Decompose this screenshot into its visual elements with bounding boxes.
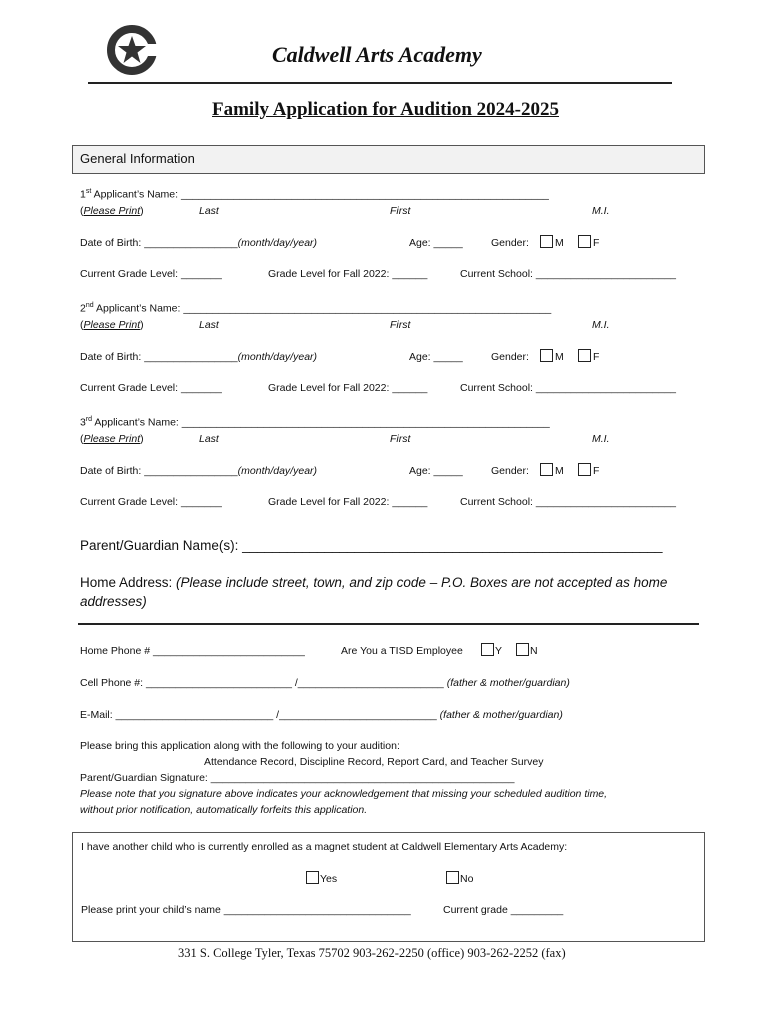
please-print-note: (Please Print) [80, 433, 144, 445]
current-grade-field[interactable]: Current Grade Level: _______ [80, 496, 222, 508]
age-field[interactable]: Age: _____ [409, 237, 463, 249]
age-field[interactable]: Age: _____ [409, 351, 463, 363]
first-label: First [390, 205, 411, 217]
current-grade-field[interactable]: Current Grade Level: _______ [80, 382, 222, 394]
guardian-signature-field[interactable]: Parent/Guardian Signature: ____________________________________________________ [80, 772, 515, 784]
gender-label: Gender: [491, 351, 529, 363]
first-label: First [390, 319, 411, 331]
first-label: First [390, 433, 411, 445]
current-school-field[interactable]: Current School: ________________________ [460, 382, 677, 394]
email-field[interactable] [80, 709, 563, 721]
home-phone-field[interactable]: Home Phone # __________________________ [80, 645, 305, 657]
gender-label: Gender: [491, 237, 529, 249]
home-address-line-2: addresses) [80, 594, 147, 609]
home-address-label: Home Address: [80, 575, 173, 590]
current-grade-field[interactable]: Current Grade Level: _______ [80, 268, 222, 280]
please-print-note: (Please Print) [80, 319, 144, 331]
applicant-name-field[interactable] [80, 416, 550, 429]
general-info-title: General Information [80, 151, 195, 166]
email-label: E-Mail: ___________________________ /___________________________ [80, 709, 437, 721]
required-records-text: Attendance Record, Discipline Record, Report Card, and Teacher Survey [204, 756, 544, 768]
ordinal-suffix: rd [85, 416, 93, 423]
dob-format: (month/day/year) [237, 237, 318, 249]
dob-format: (month/day/year) [237, 465, 318, 477]
dob-field[interactable] [80, 237, 317, 249]
dob-blank: : ________________ [138, 237, 238, 249]
cell-phone-note: (father & mother/guardian) [443, 677, 570, 689]
dob-label: Date of Birth [80, 351, 139, 363]
tisd-yes-label: Y [495, 645, 503, 657]
signature-note-line-2: without prior notification, automatically forfeits this application. [80, 804, 368, 816]
gender-male-checkbox[interactable] [540, 349, 553, 362]
home-address-input-line[interactable] [78, 623, 699, 625]
please-print-text: Please Print [83, 319, 141, 331]
mi-label: M.I. [592, 205, 610, 217]
email-note: (father & mother/guardian) [436, 709, 563, 721]
sibling-no-checkbox[interactable] [446, 871, 459, 884]
fall-grade-field[interactable]: Grade Level for Fall 2022: ______ [268, 496, 428, 508]
please-print-text: Please Print [83, 433, 141, 445]
dob-field[interactable] [80, 351, 317, 363]
fall-grade-field[interactable]: Grade Level for Fall 2022: ______ [268, 382, 428, 394]
last-label: Last [199, 433, 219, 445]
dob-blank: : ________________ [138, 351, 238, 363]
sibling-no-label: No [460, 873, 474, 885]
header-rule [88, 82, 672, 84]
dob-format: (month/day/year) [237, 351, 318, 363]
cell-phone-label: Cell Phone #: _________________________ /_________________________ [80, 677, 444, 689]
sibling-question: I have another child who is currently enrolled as a magnet student at Caldwell Elementary Arts Academy: [81, 841, 568, 853]
dob-label: Date of Birth [80, 237, 139, 249]
applicant-name-field[interactable] [80, 188, 549, 201]
mi-label: M.I. [592, 319, 610, 331]
tisd-no-checkbox[interactable] [516, 643, 529, 656]
sibling-yes-label: Yes [320, 873, 338, 885]
name-label: Applicant’s Name: _______________________________________________________________ [91, 188, 549, 201]
gender-female-checkbox[interactable] [578, 463, 591, 476]
cell-phone-field[interactable] [80, 677, 570, 689]
ordinal-number: 2 [80, 302, 86, 315]
ordinal-number: 3 [80, 416, 86, 429]
applicant-name-field[interactable] [80, 302, 551, 315]
tisd-yes-checkbox[interactable] [481, 643, 494, 656]
gender-male-label: M [555, 351, 564, 363]
gender-female-checkbox[interactable] [578, 235, 591, 248]
dob-field[interactable] [80, 465, 317, 477]
home-address-note: (Please include street, town, and zip code – P.O. Boxes are not accepted as home [172, 575, 668, 590]
gender-male-label: M [555, 237, 564, 249]
last-label: Last [199, 205, 219, 217]
ordinal-suffix: st [85, 188, 92, 195]
sibling-yes-checkbox[interactable] [306, 871, 319, 884]
home-address-line-1 [80, 575, 667, 590]
mi-label: M.I. [592, 433, 610, 445]
current-school-field[interactable]: Current School: ________________________ [460, 496, 677, 508]
form-title: Family Application for Audition 2024-2025 [212, 99, 559, 120]
general-info-header [72, 145, 705, 174]
gender-female-label: F [593, 237, 600, 249]
tisd-no-label: N [530, 645, 538, 657]
sibling-enrollment-box [72, 832, 705, 942]
gender-male-checkbox[interactable] [540, 235, 553, 248]
dob-blank: : ________________ [138, 465, 238, 477]
gender-label: Gender: [491, 465, 529, 477]
guardian-name-field[interactable]: Parent/Guardian Name(s): ________________________________________________________ [80, 538, 663, 553]
school-logo [106, 24, 158, 76]
gender-male-checkbox[interactable] [540, 463, 553, 476]
fall-grade-field[interactable]: Grade Level for Fall 2022: ______ [268, 268, 428, 280]
gender-female-label: F [593, 351, 600, 363]
star-in-c-logo-icon [106, 24, 158, 76]
ordinal-suffix: nd [85, 302, 94, 309]
signature-note-line-1: Please note that you signature above indicates your acknowledgement that missing your scheduled audition time, [80, 788, 608, 800]
gender-male-label: M [555, 465, 564, 477]
tisd-employee-question: Are You a TISD Employee [341, 645, 463, 657]
please-print-note: (Please Print) [80, 205, 144, 217]
dob-label: Date of Birth [80, 465, 139, 477]
ordinal-number: 1 [80, 188, 86, 201]
child-current-grade-field[interactable]: Current grade _________ [443, 904, 564, 916]
gender-female-label: F [593, 465, 600, 477]
last-label: Last [199, 319, 219, 331]
gender-female-checkbox[interactable] [578, 349, 591, 362]
age-field[interactable]: Age: _____ [409, 465, 463, 477]
school-name: Caldwell Arts Academy [272, 42, 482, 67]
please-print-text: Please Print [83, 205, 141, 217]
name-label: Applicant’s Name: _______________________________________________________________ [93, 302, 552, 315]
name-label: Applicant’s Name: _______________________________________________________________ [92, 416, 550, 429]
bring-application-text: Please bring this application along with the following to your audition: [80, 740, 400, 752]
footer-address: 331 S. College Tyler, Texas 75702 903-262-2250 (office) 903-262-2252 (fax) [178, 946, 566, 960]
child-name-field[interactable]: Please print your child’s name ________________________________ [81, 904, 411, 916]
current-school-field[interactable]: Current School: ________________________ [460, 268, 677, 280]
